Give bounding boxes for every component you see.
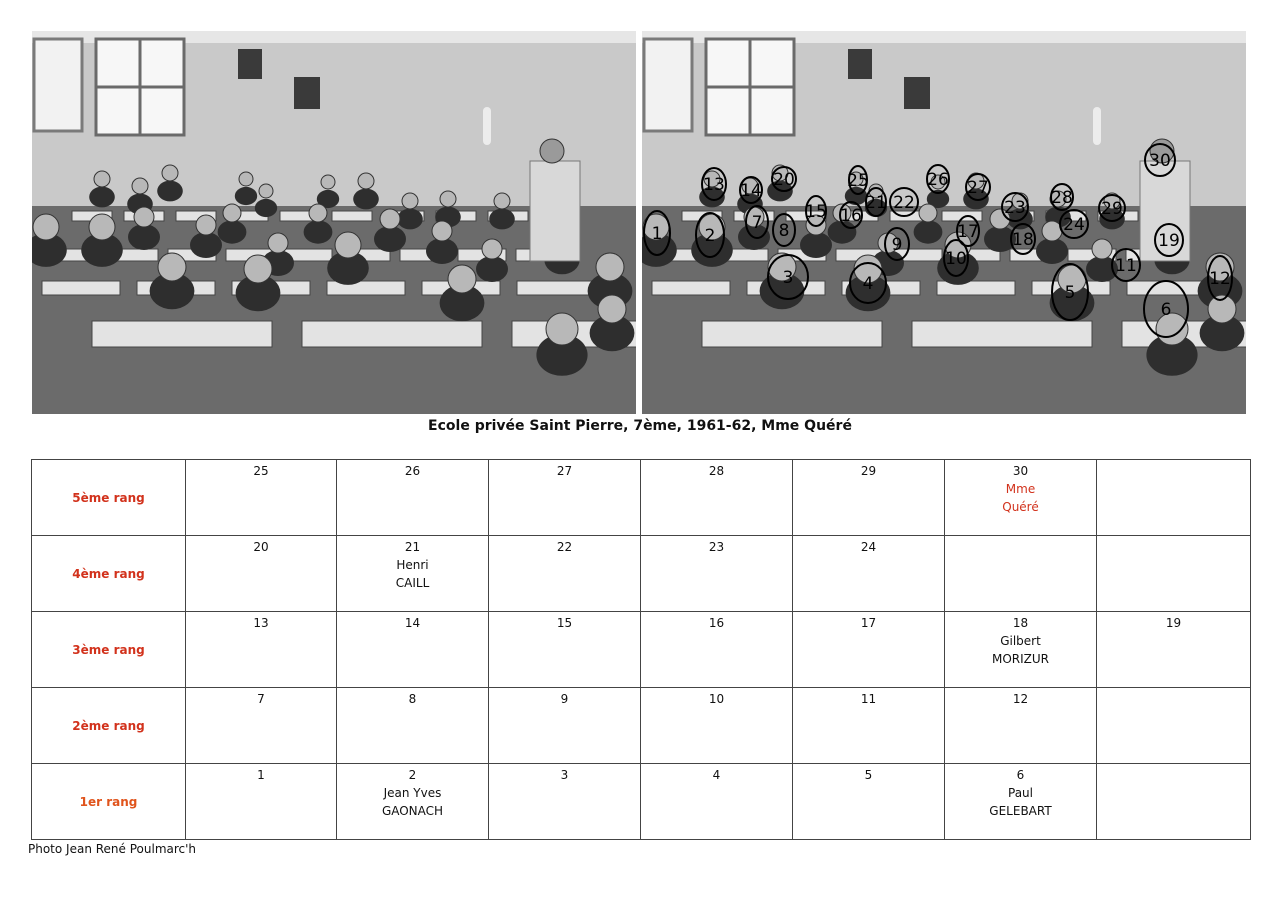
face-marker-number: 19 bbox=[1158, 231, 1180, 251]
seat-number: 23 bbox=[708, 540, 725, 554]
pupil-head bbox=[309, 204, 327, 222]
class-photo-annotated bbox=[642, 31, 1246, 414]
pupil-body bbox=[128, 224, 160, 250]
seat-number: 22 bbox=[556, 540, 573, 554]
classroom-photo-drawing bbox=[32, 31, 636, 414]
pupil-head bbox=[268, 233, 288, 253]
wall-light-reflection bbox=[483, 107, 491, 145]
pupil-head bbox=[89, 214, 115, 240]
pupil-body bbox=[353, 189, 379, 210]
face-marker-number: 20 bbox=[773, 170, 795, 190]
seat-cell bbox=[945, 536, 1097, 612]
face-marker-number: 14 bbox=[740, 181, 762, 201]
pupil-body bbox=[489, 209, 515, 230]
seat-number: 28 bbox=[708, 464, 725, 478]
pupil-head bbox=[432, 221, 452, 241]
wall-picture bbox=[238, 49, 262, 79]
face-marker-number: 21 bbox=[865, 193, 887, 213]
pupil-head bbox=[134, 207, 154, 227]
student-name: Henri bbox=[396, 558, 429, 572]
face-marker-number: 26 bbox=[927, 170, 949, 190]
seat-number: 3 bbox=[560, 768, 569, 782]
seat-number: 26 bbox=[404, 464, 421, 478]
face-marker-number: 25 bbox=[847, 171, 869, 191]
pupil-body bbox=[235, 187, 257, 205]
pupil-head bbox=[259, 184, 273, 198]
pupil-body bbox=[914, 220, 943, 243]
seat-cell bbox=[1097, 460, 1251, 536]
face-marker-number: 3 bbox=[782, 268, 794, 288]
student-name: Quéré bbox=[1002, 500, 1039, 514]
desk bbox=[517, 281, 595, 295]
face-marker-number: 16 bbox=[840, 206, 862, 226]
seat-number: 4 bbox=[712, 768, 721, 782]
pupil-body bbox=[397, 209, 423, 230]
window-left bbox=[644, 39, 692, 131]
face-marker-number: 8 bbox=[778, 221, 790, 241]
face-marker-number: 30 bbox=[1149, 151, 1171, 171]
seat-number: 6 bbox=[1016, 768, 1025, 782]
seat-number: 18 bbox=[1012, 616, 1029, 630]
class-photo-original bbox=[32, 31, 636, 414]
student-name: Jean Yves bbox=[383, 786, 442, 800]
face-marker-number: 29 bbox=[1101, 199, 1123, 219]
pupil-head bbox=[358, 173, 374, 189]
face-marker-number: 7 bbox=[751, 213, 763, 233]
wall-light-reflection bbox=[1093, 107, 1101, 145]
seat-cell bbox=[793, 612, 945, 688]
seating-row bbox=[32, 764, 1251, 840]
seat-cell bbox=[337, 460, 489, 536]
wall-picture bbox=[904, 77, 930, 109]
face-marker-number: 17 bbox=[957, 222, 979, 242]
row-label: 5ème rang bbox=[32, 460, 186, 536]
wall-picture bbox=[848, 49, 872, 79]
seat-number: 19 bbox=[1165, 616, 1182, 630]
face-marker-number: 5 bbox=[1064, 283, 1076, 303]
pupil-head bbox=[482, 239, 502, 259]
pupil-head bbox=[402, 193, 418, 209]
pupil-head bbox=[919, 204, 937, 222]
face-marker-number: 15 bbox=[805, 202, 827, 222]
seat-number: 14 bbox=[404, 616, 421, 630]
pupil-head bbox=[440, 191, 456, 207]
pupil-body bbox=[89, 187, 115, 208]
seat-number: 10 bbox=[708, 692, 725, 706]
seat-cell bbox=[337, 764, 489, 840]
seating-row bbox=[32, 536, 1251, 612]
desk bbox=[332, 211, 372, 221]
seat-number: 27 bbox=[556, 464, 573, 478]
seat-cell bbox=[793, 460, 945, 536]
student-name: MORIZUR bbox=[991, 652, 1050, 666]
seat-cell bbox=[337, 612, 489, 688]
face-marker-number: 22 bbox=[893, 193, 915, 213]
seat-number: 5 bbox=[864, 768, 873, 782]
seating-row bbox=[32, 688, 1251, 764]
face-marker-number: 4 bbox=[862, 274, 874, 294]
pupil-head bbox=[596, 253, 624, 281]
seat-cell bbox=[1097, 764, 1251, 840]
seat-number: 17 bbox=[860, 616, 877, 630]
row-label: 3ème rang bbox=[32, 612, 186, 688]
pupil-body bbox=[374, 226, 406, 252]
seat-cell bbox=[186, 764, 337, 840]
pupil-head bbox=[380, 209, 400, 229]
face-marker-number: 18 bbox=[1012, 230, 1034, 250]
face-marker-number: 10 bbox=[945, 249, 967, 269]
seat-number: 30 bbox=[1012, 464, 1029, 478]
face-marker-number: 6 bbox=[1160, 300, 1172, 320]
pupil-head bbox=[162, 165, 178, 181]
seat-cell bbox=[945, 688, 1097, 764]
pupil-body bbox=[255, 199, 277, 217]
seat-cell bbox=[489, 688, 641, 764]
pupil-head bbox=[494, 193, 510, 209]
pupil-body bbox=[190, 232, 222, 258]
seat-cell bbox=[641, 612, 793, 688]
student-name: Mme bbox=[1005, 482, 1036, 496]
face-marker-number: 9 bbox=[891, 235, 903, 255]
desk bbox=[302, 321, 482, 347]
desk bbox=[912, 321, 1092, 347]
pupil-head bbox=[33, 214, 59, 240]
seat-cell bbox=[641, 536, 793, 612]
student-name: CAILL bbox=[395, 576, 430, 590]
seat-number: 1 bbox=[257, 768, 265, 782]
window-left bbox=[34, 39, 82, 131]
seat-cell bbox=[1097, 536, 1251, 612]
pupil-head bbox=[321, 175, 335, 189]
face-marker-number: 24 bbox=[1063, 215, 1085, 235]
row-label: 4ème rang bbox=[32, 536, 186, 612]
seat-cell bbox=[945, 460, 1097, 536]
seat-number: 16 bbox=[708, 616, 725, 630]
seat-number: 29 bbox=[860, 464, 877, 478]
desk bbox=[1127, 281, 1205, 295]
seat-cell bbox=[186, 612, 337, 688]
seat-number: 9 bbox=[560, 692, 569, 706]
seat-number: 25 bbox=[253, 464, 269, 478]
seat-cell bbox=[489, 460, 641, 536]
seat-cell bbox=[489, 764, 641, 840]
face-marker-number: 27 bbox=[967, 178, 989, 198]
pupil-head bbox=[158, 253, 186, 281]
desk bbox=[42, 281, 120, 295]
seat-cell bbox=[793, 536, 945, 612]
student-name: GAONACH bbox=[381, 804, 444, 818]
seat-number: 24 bbox=[860, 540, 877, 554]
pupil-head bbox=[546, 313, 578, 345]
teacher-head bbox=[540, 139, 564, 163]
seat-cell bbox=[641, 764, 793, 840]
desk bbox=[652, 281, 730, 295]
desk bbox=[702, 321, 882, 347]
face-marker-number: 13 bbox=[703, 175, 725, 195]
seat-number: 7 bbox=[257, 692, 265, 706]
seat-number: 13 bbox=[253, 616, 269, 630]
seat-cell bbox=[186, 688, 337, 764]
pupil-head bbox=[244, 255, 272, 283]
pupil-head bbox=[223, 204, 241, 222]
seat-cell bbox=[793, 764, 945, 840]
photo-caption: Ecole privée Saint Pierre, 7ème, 1961-62, Mme Quéré bbox=[428, 418, 852, 434]
seat-cell bbox=[641, 688, 793, 764]
seat-cell bbox=[186, 536, 337, 612]
pupil-head bbox=[335, 232, 361, 258]
seat-cell bbox=[337, 688, 489, 764]
student-name: GELEBART bbox=[989, 804, 1052, 818]
seat-number: 11 bbox=[860, 692, 877, 706]
seat-cell bbox=[945, 612, 1097, 688]
pupil-head bbox=[1092, 239, 1112, 259]
seat-number: 12 bbox=[1012, 692, 1029, 706]
seat-cell bbox=[1097, 688, 1251, 764]
seating-row bbox=[32, 612, 1251, 688]
seat-cell bbox=[1097, 612, 1251, 688]
seat-cell bbox=[489, 612, 641, 688]
seat-cell bbox=[186, 460, 337, 536]
classroom-photo-numbered bbox=[642, 31, 1246, 414]
wall-picture bbox=[294, 77, 320, 109]
pupil-head bbox=[239, 172, 253, 186]
pupil-body bbox=[218, 220, 247, 243]
face-marker-number: 11 bbox=[1115, 256, 1137, 276]
seat-number: 8 bbox=[408, 692, 417, 706]
seat-cell bbox=[945, 764, 1097, 840]
pupil-head bbox=[598, 295, 626, 323]
pupil-body bbox=[304, 220, 333, 243]
teacher-coat bbox=[530, 161, 580, 261]
face-marker-number: 23 bbox=[1004, 198, 1026, 218]
row-label: 1er rang bbox=[32, 764, 186, 840]
seat-number: 15 bbox=[556, 616, 573, 630]
seat-cell bbox=[641, 460, 793, 536]
pupil-head bbox=[196, 215, 216, 235]
desk bbox=[92, 321, 272, 347]
pupil-body bbox=[426, 238, 458, 264]
seating-grid bbox=[31, 459, 1251, 840]
seat-number: 2 bbox=[408, 768, 417, 782]
student-name: Paul bbox=[1008, 786, 1033, 800]
student-name: Gilbert bbox=[1000, 634, 1041, 648]
pupil-body bbox=[157, 181, 183, 202]
face-marker-number: 1 bbox=[651, 224, 663, 244]
photo-credit: Photo Jean René Poulmarc'h bbox=[28, 842, 197, 856]
pupil-body bbox=[1036, 238, 1068, 264]
pupil-head bbox=[94, 171, 110, 187]
pupil-head bbox=[448, 265, 476, 293]
pupil-body bbox=[800, 232, 832, 258]
seating-row bbox=[32, 460, 1251, 536]
seat-cell bbox=[793, 688, 945, 764]
seat-number: 21 bbox=[404, 540, 421, 554]
face-marker-number: 2 bbox=[704, 226, 716, 246]
face-marker-number: 12 bbox=[1209, 269, 1231, 289]
pupil-body bbox=[476, 256, 508, 282]
seat-number: 20 bbox=[253, 540, 269, 554]
seat-cell bbox=[337, 536, 489, 612]
row-label: 2ème rang bbox=[32, 688, 186, 764]
pupil-head bbox=[132, 178, 148, 194]
face-marker-number: 28 bbox=[1051, 188, 1073, 208]
seat-cell bbox=[489, 536, 641, 612]
